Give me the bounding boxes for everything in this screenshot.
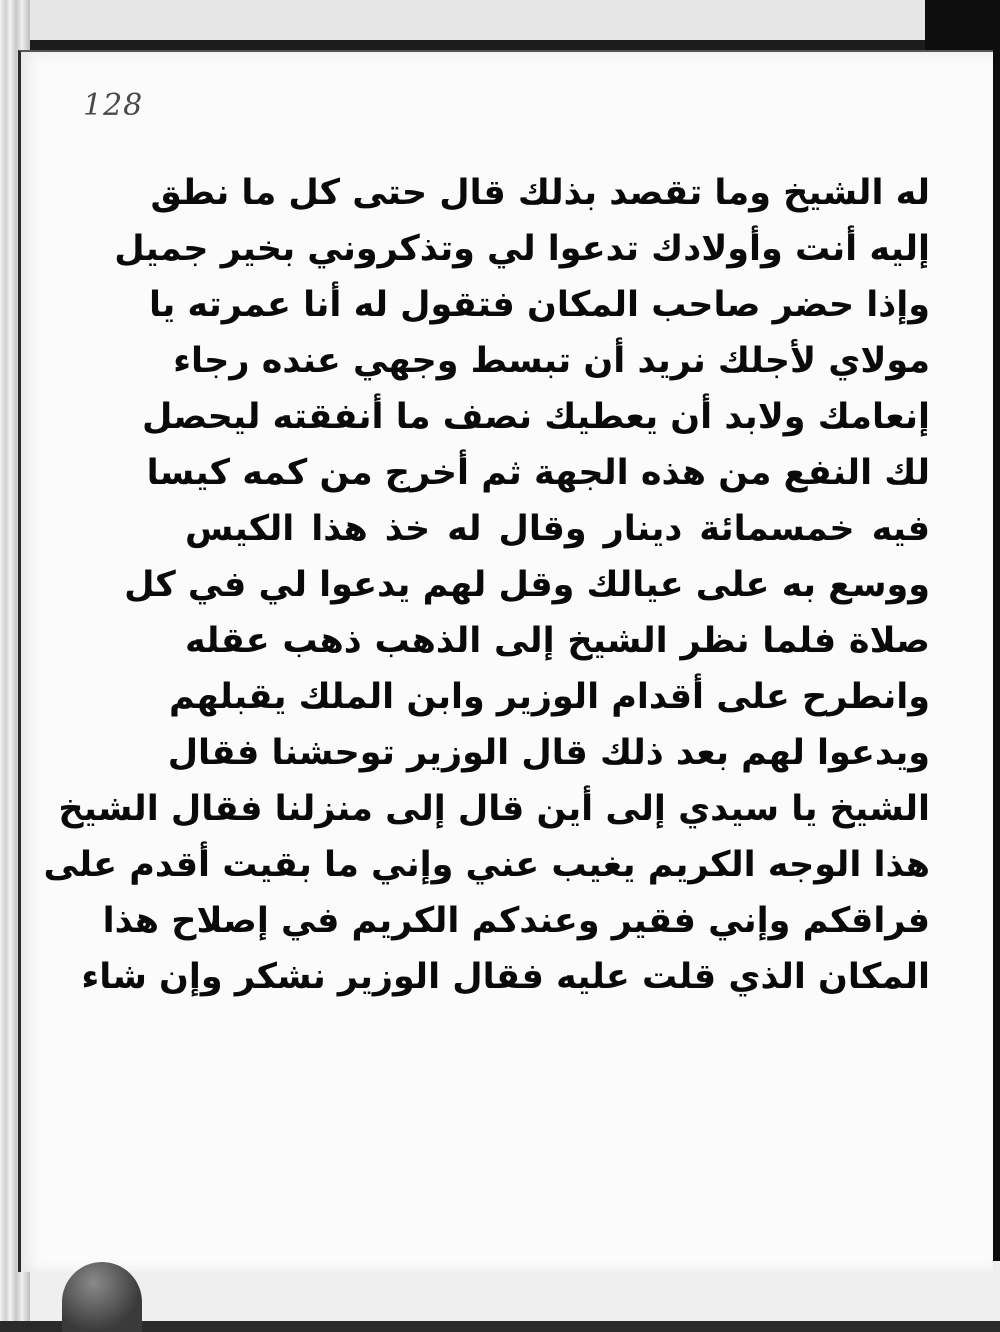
text-line: إنعامك ولابد أن يعطيك نصف ما أنفقته ليحصل	[141, 397, 930, 437]
text-line: وإذا حضر صاحب المكان فتقول له أنا عمرته يا	[148, 285, 930, 325]
top-page-edge	[0, 0, 925, 40]
text-line: لك النفع من هذه الجهة ثم أخرج من كمه كيسا	[146, 453, 930, 493]
text-line: ووسع به على عيالك وقل لهم يدعوا لي في كل	[124, 565, 930, 605]
text-line: إليه أنت وأولادك تدعوا لي وتذكروني بخير جميل	[114, 229, 930, 269]
text-line: صلاة فلما نظر الشيخ إلى الذهب ذهب عقله	[185, 621, 930, 661]
manuscript-text	[43, 165, 930, 1005]
text-line: هذا الوجه الكريم يغيب عني وإني ما بقيت أقدم على	[43, 845, 930, 885]
thumb-holding-page	[62, 1262, 142, 1332]
text-line: المكان الذي قلت عليه فقال الوزير نشكر وإن شاء	[81, 957, 930, 997]
text-line: وانطرح على أقدام الوزير وابن الملك يقبلهم	[169, 677, 930, 717]
text-line: فراقكم وإني فقير وعندكم الكريم في إصلاح هذا	[102, 901, 930, 941]
text-line: له الشيخ وما تقصد بذلك قال حتى كل ما نطق	[150, 173, 930, 213]
folio-number: 128	[83, 88, 144, 123]
text-line: ويدعوا لهم بعد ذلك قال الوزير توحشنا فقال	[167, 733, 930, 773]
text-line: مولاي لأجلك نريد أن تبسط وجهي عنده رجاء	[173, 341, 930, 381]
text-line: فيه خمسمائة دينار وقال له خذ هذا الكيس	[185, 509, 930, 549]
text-line: الشيخ يا سيدي إلى أين قال إلى منزلنا فقال الشيخ	[58, 789, 930, 829]
